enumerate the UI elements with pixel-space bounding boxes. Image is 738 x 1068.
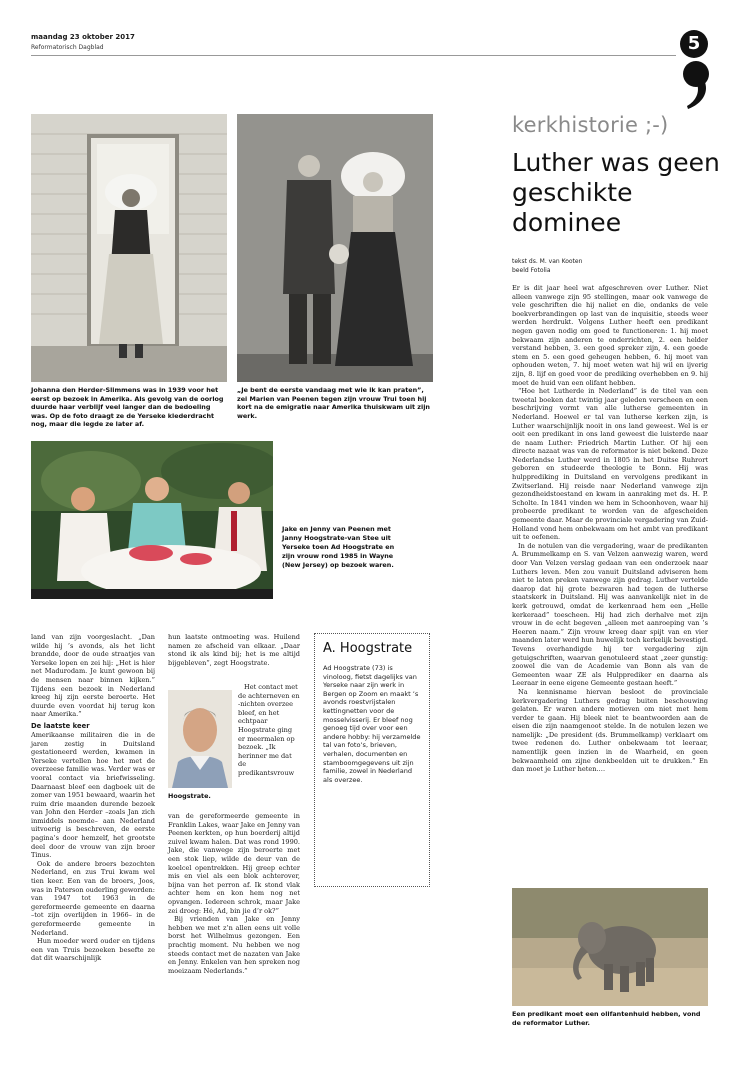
middle-column-top: [168, 633, 300, 667]
luther-article-body: [512, 284, 708, 774]
middle-paragraph-1: hun laatste ontmoeting was. Huilend namen ze afscheid van elkaar. „Daar stond ik als kind bij; het is me altijd bijgebleven”, zegt Hoogstrate.: [168, 633, 300, 667]
left-paragraph-1: land van zijn voorgeslacht. „Dan wilde hij ’s avonds, als het licht brandde, door de oude straatjes van Yerseke lopen en zei hij: „Het is hier net Madurodam. Je kunt gewoon bij de mensen naar binnen kijken.” Tijdens een bezoek in Nederland kreeg hij zijn eerste beroerte. Het duurde even voordat hij terug kon naar Amerika.”: [31, 633, 155, 719]
subhead-laatste-keer: De laatste keer: [31, 721, 90, 730]
middle-column-bottom: [168, 812, 300, 975]
luther-paragraph-4: Na kennisname hiervan besloot de provinciale kerkvergadering Luthers gedrag buiten beschouwing gelaten. Er waren andere motieven om niet met hem verder te gaan. Hij bleek niet te beantwoorden aan de eisen die zijn naamgenoot stelde. In de notulen lezen we namelijk: „De president (ds. Brummelkamp) verklaart om twee redenen do. Luther onbekwaam tot leeraar, namentlijk geen inzien in de Waarheid, en geen bekwaamheid om zijne denkbeelden uit te drukken.” En dan moet je Luther heten….: [512, 687, 708, 774]
infobox-title: A. Hoogstrate: [323, 641, 413, 656]
photo-wedding-couple: [237, 114, 433, 382]
luther-paragraph-3: In de notulen van die vergadering, waar de predikanten A. Brummelkamp en S. van Velzen aanwezig waren, werd door Van Velzen verslag gedaan van een onderzoek naar Luthers leven. Men zou vanuit Duitsland adviseren hem niet te laten preken vanwege zijn gedrag. Luther vertelde daarop dat hij grote bezwaren had tegen de lutherse staatskerk in Duitsland. Hij was aanvankelijk niet in de kerk getrouwd, omdat de kerkenraad hem een „Helle kerkeraad” toescheen. Hij had zich derhalve met zijn vrouw in de echt begeven „alleen met aanroeping van ’s Heeren naam.” Zijn vrouw kreeg daar spijt van en vier maanden later werd hun huwelijk toch kerkelijk bevestigd. Tevens overhandigde hij ter vergadering zijn getuigschriften, waarvan genotuleerd staat „zeer gunstig: zoowel die van de Academie van Bonn als van de Gemeenten waar ZE als Hulpprediker en daarna als Leeraar in eene eigene Gemeente gestaan heeft.”: [512, 541, 708, 688]
newspaper-name: Reformatorisch Dagblad: [31, 44, 104, 51]
left-paragraph-2: Amerikaanse militairen die in de jaren zestig in Duitsland gestationeerd werden, kwamen in Yerseke vertellen hoe het met de overzeese familie was. Verder was er vooral contact via briefwisseling. Daarnaast bleef een dagboek uit de zomer van 1951 bewaard, waarin het ruim drie maanden durende bezoek van John den Herder –zoals Jan zich inmiddels noemde– aan Nederland uitvoerig is beschreven, de eerste pagina’s door hemzelf, het grootste deel door de vrouw van zijn broer Tinus.: [31, 730, 155, 860]
luther-paragraph-2: “Hoe het Lutherde in Nederland” is de titel van een tweetal boeken dat twintig jaar geleden verscheen en een beschrijving vormt van alle lutherse gemeenten in Nederland. Hoewel er tal van lutherse kerken zijn, is Luther waarschijnlijk nooit in ons land geweest. Wel is er ooit een predikant in ons land geweest die luisterde naar de naam Luther: Friedrich Martin Luther. Of hij een directe nazaat was van de reformator is niet bekend. Deze Nederlandse Luther werd in 1805 in het Duitse Ruhrort geboren en studeerde theologie te Bonn. Hij was hulpprediking in Duitsland en vervolgens predikant in Zwitserland. Hij reisde naar Nederland vanwege zijn gezondheidstoestand en kwam in aanraking met ds. H. P. Scholte. In 1841 vinden we hem in Schoonhoven, waar hij probeerde predikant te worden van de afgescheiden gemeente daar. Maar de provinciale vergadering van Zuid-Holland vond hem onbekwaam om het ambt van predikant uit te oefenen.: [512, 387, 708, 542]
caption-photo-johanna: Johanna den Herder-Slimmens was in 1939 voor het eerst op bezoek in Amerika. Als gevolg van de oorlog duurde haar verblijf veel langer dan de bedoeling was. Op de foto draagt ze de Yerseke klederdracht nog, maar die legde ze later af.: [31, 386, 224, 429]
photo-johanna-doorway: [31, 114, 227, 382]
photo-dinner-group: [31, 441, 273, 599]
credit-photo: beeld Fotolia: [512, 267, 551, 274]
left-paragraph-3: Ook de andere broers bezochten Nederland, en zus Trui kwam wel tien keer. Een van de broers, Joos, was in Paterson ouderling geworden: van 1947 tot 1963 in de gereformeerde gemeente en daarna –tot zijn overlijden in 1966– in de gereformeerde gemeente in Nederland.: [31, 859, 155, 937]
left-paragraph-4: Hun moeder werd ouder en tijdens een van Truis bezoeken besefte ze dat dit waarschijnlijk: [31, 937, 155, 963]
issue-date: maandag 23 oktober 2017: [31, 33, 135, 41]
photo-hoogstrate-portrait: [168, 690, 232, 788]
credit-text: tekst ds. M. van Kooten: [512, 258, 583, 265]
header-rule: [31, 55, 676, 56]
article-headline: Luther was geen geschikte dominee: [512, 148, 720, 237]
middle-paragraph-2-rest: van de gereformeerde gemeente in Franklin Lakes, waar Jake en Jenny van Peenen kerkten, op hun boerderij altijd zuivel kwam halen. Dat was rond 1990. Jake, die vanwege zijn beroerte met een stok liep, wilde de deur van de koelcel opentrekken. Hij greep echter mis en viel als een blok achterover, bijna van het perron af. Ik stond vlak achter hem en kon hem nog net opvangen. Iedereen schrok, maar Jake zei droog: Hé, Ad, bin jie d’r ok?”: [168, 812, 300, 915]
caption-photo-wedding: „Je bent de eerste vandaag met wie ik kan praten”, zei Marien van Peenen tegen zijn vrouw Trui toen hij kort na de emigratie naar Amerika thuiskwam uit zijn werk.: [237, 386, 430, 420]
photo-baby-elephant: [512, 888, 708, 1006]
middle-column-wrap: [238, 683, 300, 778]
left-column-text: [31, 633, 155, 963]
middle-paragraph-2-wrap: Het contact met de achterneven en -nichten overzee bleef, en het echtpaar Hoogstrate ging er meermalen op bezoek. „Ik herinner me dat de predikantsvrouw: [238, 683, 300, 777]
caption-photo-dinner: Jake en Jenny van Peenen met Janny Hoogstrate-van Stee uit Yerseke toen Ad Hoogstrate en zijn vrouw rond 1985 in Wayne (New Jersey) op bezoek waren.: [282, 525, 395, 569]
caption-elephant: Een predikant moet een olifantenhuid hebben, vond de reformator Luther.: [512, 1010, 701, 1027]
article-kicker: kerkhistorie ;-): [512, 113, 669, 137]
infobox-text: Ad Hoogstrate (73) is vinoloog, fietst dagelijks van Yerseke naar zijn werk in Bergen op Zoom en maakt ’s avonds roestvrijstalen kettingnetten voor de mosselvisserij. Er bleef nog genoeg tijd over voor een andere hobby: hij verzamelde tal van foto’s, brieven, verhalen, documenten en stamboomgegevens uit zijn familie, zowel in Nederland als overzee.: [323, 664, 421, 784]
comma-icon: [680, 58, 710, 110]
caption-portrait: Hoogstrate.: [168, 792, 211, 800]
page-number: 5: [680, 30, 708, 58]
infobox-hoogstrate: [314, 633, 430, 887]
middle-paragraph-3: Bij vrienden van Jake en Jenny hebben we met z’n allen eens uit volle borst het Wilhelmus gezongen. Een prachtig moment. Nu hebben we nog steeds contact met de nazaten van Jake en Jenny. Enkelen van hen spreken nog moeizaam Nederlands.”: [168, 915, 300, 975]
luther-paragraph-1: Er is dit jaar heel wat afgeschreven over Luther. Niet alleen vanwege zijn 95 stellingen, maar ook vanwege de vele geschriften die hij naliet en die, ondanks de vele boekverbrandingen op last van de inquisitie, steeds weer werden herdrukt. Volgens Luther heeft een predikant negen gaven nodig om goed te functioneren: 1. hij moet bekwaam zijn anderen te onderrichten, 2. een helder verstand hebben, 3. een goed spreker zijn, 4. een goede stem en 5. een goed geheugen hebben, 6. hij moet van ophouden weten, 7. hij moet weten wat hij wil en ijverig zijn, 8. lijf en goed voor de prediking overhebben en 9. hij moet de huid van een olifant hebben.: [512, 284, 708, 387]
